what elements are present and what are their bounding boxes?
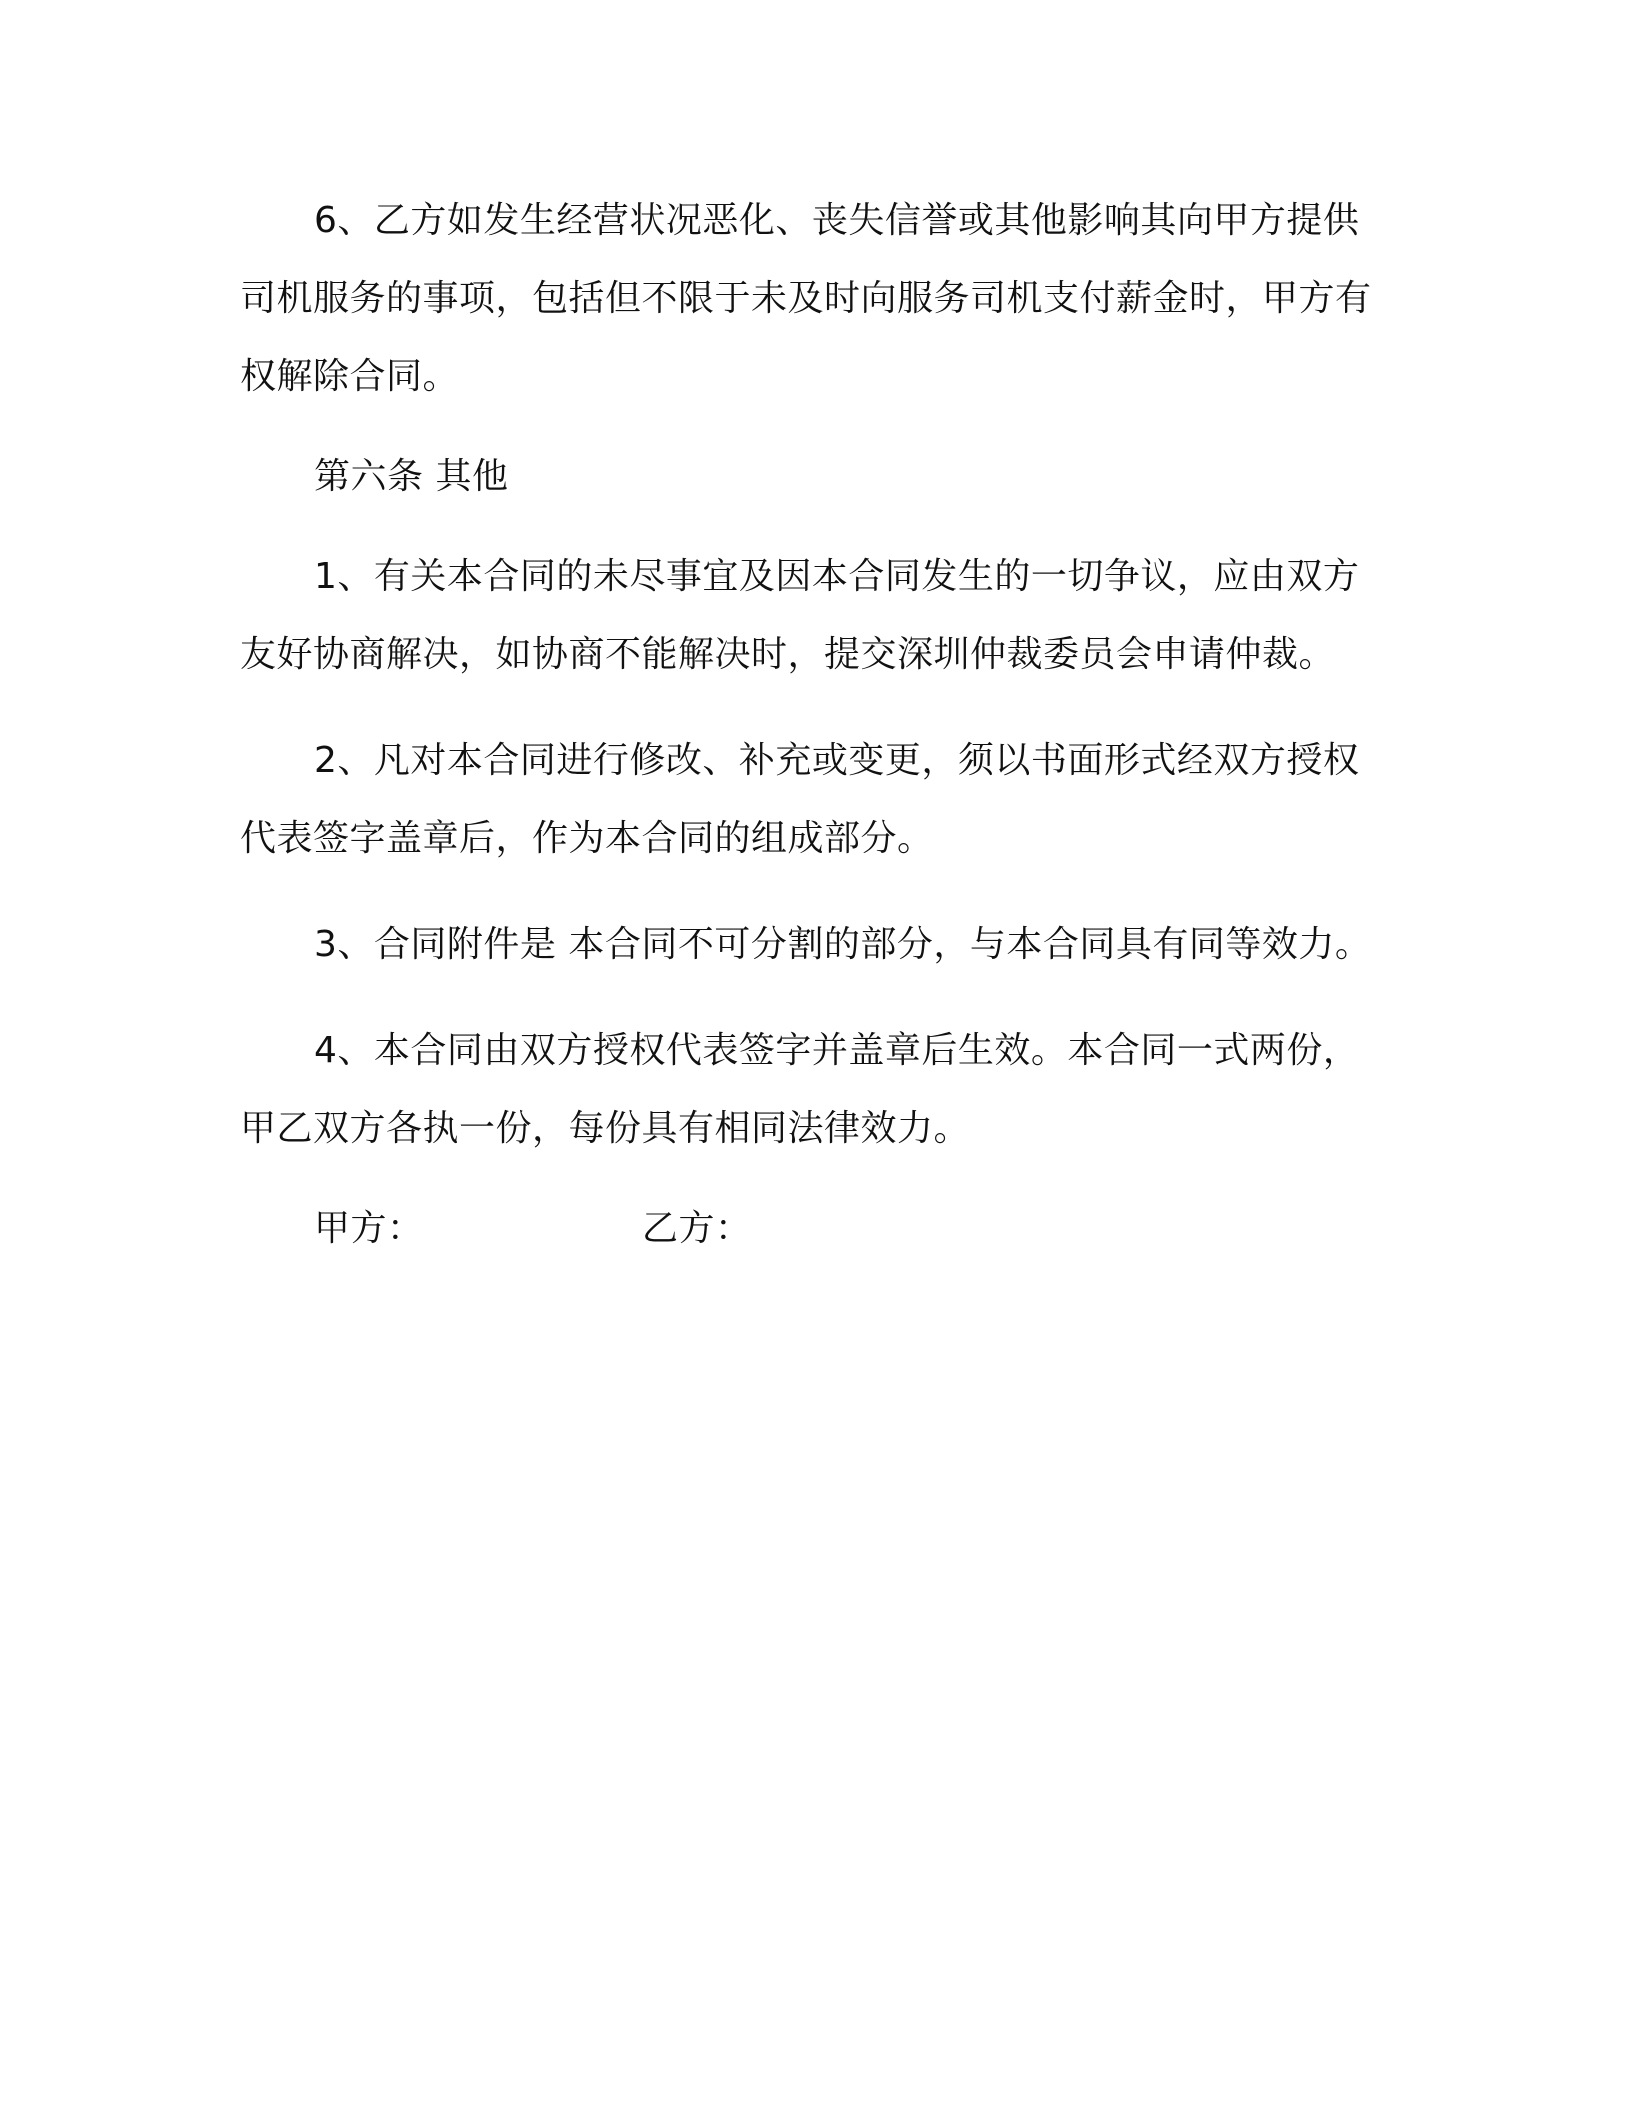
clause-6-paragraph: 6、乙方如发生经营状况恶化、丧失信誉或其他影响其向甲方提供司机服务的事项，包括但不限于未及时向服务司机支付薪金时，甲方有权解除合同。 xyxy=(240,200,1372,397)
article-6-clause-1: 1、有关本合同的未尽事宜及因本合同发生的一切争议，应由双方友好协商解决，如协商不能解决时，提交深圳仲裁委员会申请仲裁。 xyxy=(240,556,1360,675)
article-6-clause-3: 3、合同附件是 本合同不可分割的部分，与本合同具有同等效力。 xyxy=(314,924,1372,965)
document-body xyxy=(240,182,1380,1168)
article-6-heading: 第六条 其他 xyxy=(314,456,509,497)
party-b-label: 乙方： xyxy=(642,1208,752,1249)
party-a-label: 甲方： xyxy=(314,1208,424,1249)
signature-block xyxy=(314,1190,1014,1270)
article-6-clause-2: 2、凡对本合同进行修改、补充或变更，须以书面形式经双方授权代表签字盖章后，作为本合同的组成部分。 xyxy=(240,740,1360,859)
article-6-clause-4: 4、本合同由双方授权代表签字并盖章后生效。本合同一式两份，甲乙双方各执一份，每份具有相同法律效力。 xyxy=(240,1030,1360,1149)
